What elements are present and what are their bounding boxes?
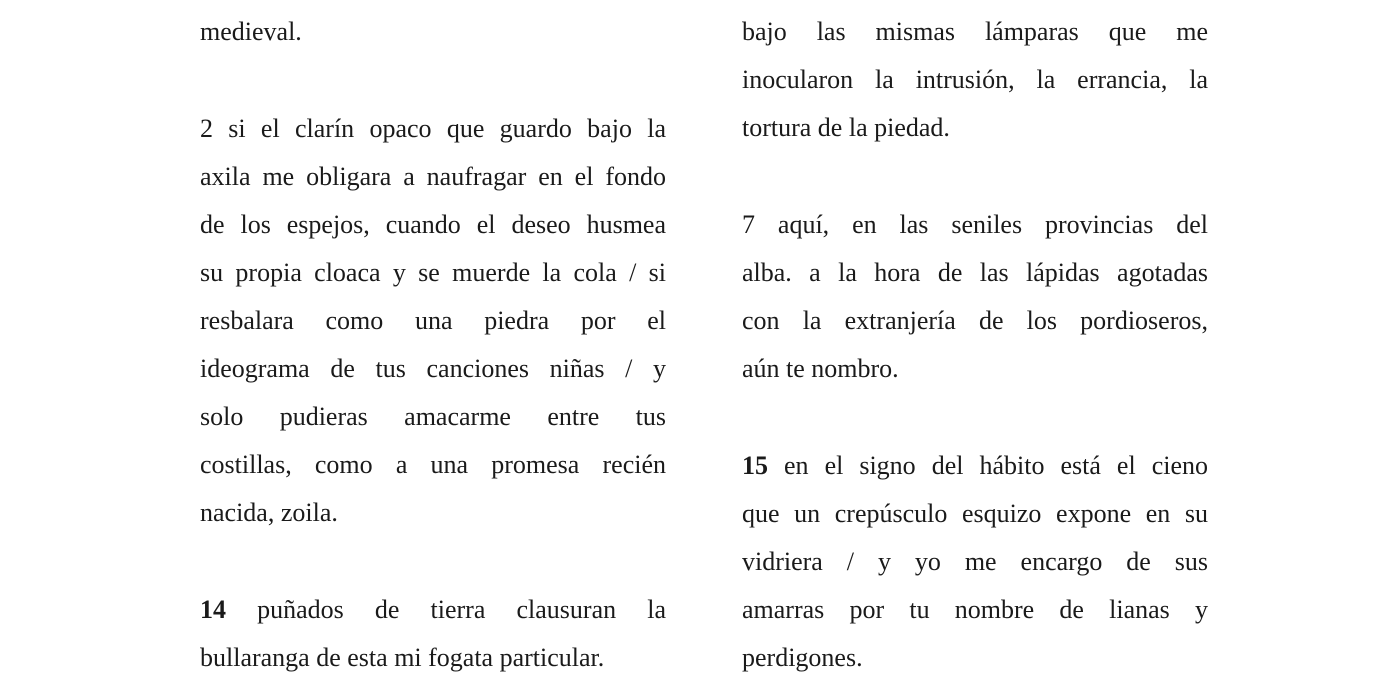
verse-number: 14: [200, 595, 226, 624]
text-line: vidriera / y yo me encargo de sus: [742, 547, 1208, 576]
text-line: alba. a la hora de las lápidas agotadas: [742, 258, 1208, 287]
verse-number: 2: [200, 114, 213, 143]
text-line: con la extranjería de los pordioseros,: [742, 306, 1208, 335]
verse-7-line: [742, 201, 1208, 249]
text-line: resbalara como una piedra por el: [200, 306, 666, 335]
text-line: perdigones.: [742, 643, 863, 672]
text-line: solo pudieras amacarme entre tus: [200, 402, 666, 431]
verse-text: aquí, en las seniles provincias del: [755, 210, 1208, 239]
text-line: su propia cloaca y se muerde la cola / si: [200, 258, 666, 287]
verse-number: 7: [742, 210, 755, 239]
text-line: de los espejos, cuando el deseo husmea: [200, 210, 666, 239]
verse-number: 15: [742, 451, 768, 480]
text-line: nacida, zoila.: [200, 498, 338, 527]
verse-2-line: [200, 105, 666, 153]
text-line: amarras por tu nombre de lianas y: [742, 595, 1208, 624]
verse-text: si el clarín opaco que guardo bajo la: [213, 114, 666, 143]
text-line: tortura de la piedad.: [742, 113, 950, 142]
verse-15-line: [742, 442, 1208, 490]
text-line: medieval.: [200, 17, 302, 46]
text-line: bajo las mismas lámparas que me: [742, 17, 1208, 46]
text-line: ideograma de tus canciones niñas / y: [200, 354, 666, 383]
text-line: aún te nombro.: [742, 354, 899, 383]
text-line: bullaranga de esta mi fogata particular.: [200, 643, 605, 672]
text-line: axila me obligara a naufragar en el fondo: [200, 162, 666, 191]
verse-text: puñados de tierra clausuran la: [226, 595, 666, 624]
text-line: que un crepúsculo esquizo expone en su: [742, 499, 1208, 528]
verse-14-line: [200, 586, 666, 634]
text-line: inocularon la intrusión, la errancia, la: [742, 65, 1208, 94]
text-line: costillas, como a una promesa recién: [200, 450, 666, 479]
verse-text: en el signo del hábito está el cieno: [768, 451, 1208, 480]
